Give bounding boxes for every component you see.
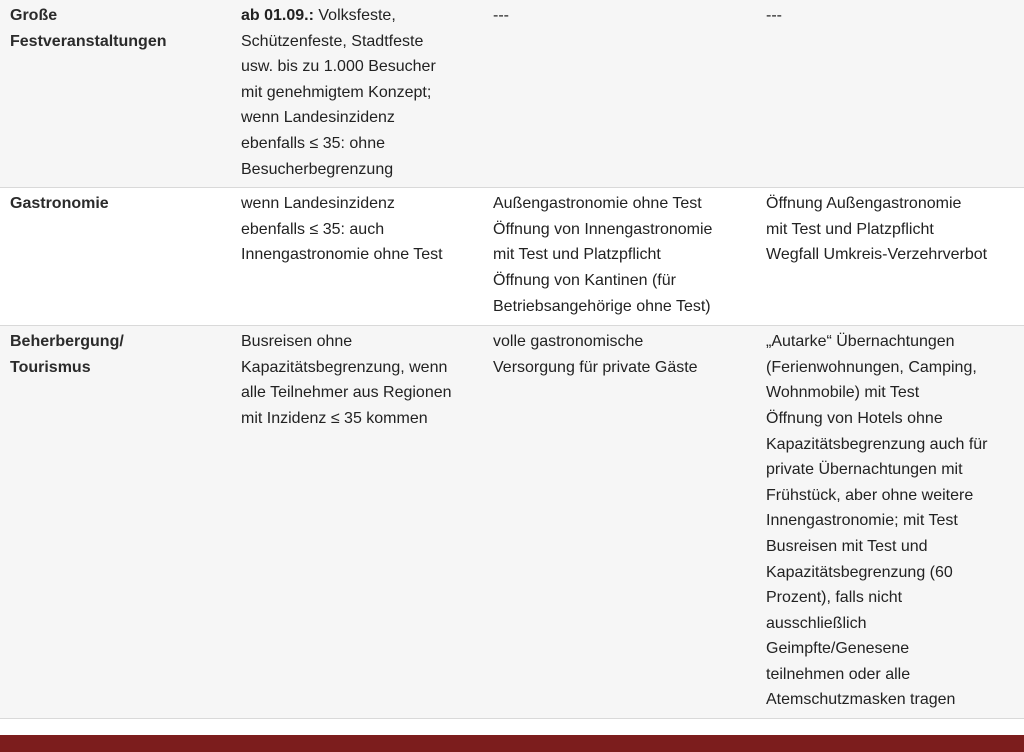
table-cell	[757, 188, 1024, 326]
cell-line: Frühstück, aber ohne weitere	[766, 486, 974, 504]
cell-line: Schützenfeste, Stadtfeste	[241, 32, 424, 50]
cell-line: ausschließlich	[766, 614, 867, 632]
cell-line: Kapazitätsbegrenzung (60	[766, 563, 953, 581]
cell-line: usw. bis zu 1.000 Besucher	[241, 58, 436, 76]
table-row-beherbergung	[0, 326, 1024, 719]
cell-line: volle gastronomische	[493, 333, 644, 351]
table-cell	[484, 188, 757, 326]
cell-line: Öffnung von Hotels ohne	[766, 409, 943, 427]
category-line: Tourismus	[10, 358, 91, 376]
cell-line: alle Teilnehmer aus Regionen	[241, 384, 452, 402]
category-line: Gastronomie	[10, 195, 109, 213]
date-prefix: ab 01.09.:	[241, 7, 314, 24]
cell-line: wenn Landesinzidenz	[241, 109, 395, 127]
cell-line: mit Inzidenz ≤ 35 kommen	[241, 409, 428, 427]
cell-line: mit Test und Platzpflicht	[493, 246, 661, 264]
table-row-grossveranstaltungen	[0, 0, 1024, 188]
cell-line: „Autarke“ Übernachtungen	[766, 333, 955, 351]
cell-line: Innengastronomie; mit Test	[766, 512, 958, 530]
cell-line	[241, 3, 478, 29]
cell-line: Wegfall Umkreis-Verzehrverbot	[766, 246, 988, 264]
row-category	[0, 0, 232, 188]
cell-line: private Übernachtungen mit	[766, 461, 963, 479]
cell-line: Öffnung von Kantinen (für	[493, 271, 676, 289]
row-category	[0, 326, 232, 719]
table-cell	[484, 326, 757, 719]
cell-line: Kapazitätsbegrenzung, wenn	[241, 358, 448, 376]
cell-line: Busreisen ohne	[241, 333, 353, 351]
cell-line: Wohnmobile) mit Test	[766, 384, 920, 402]
cell-line: ---	[493, 7, 509, 24]
table-cell	[757, 326, 1024, 719]
cell-line: mit genehmigtem Konzept;	[241, 83, 432, 101]
category-line: Festveranstaltungen	[10, 32, 167, 50]
table-cell	[232, 0, 484, 188]
cell-line: Öffnung von Innengastronomie	[493, 220, 713, 238]
cell-line: mit Test und Platzpflicht	[766, 220, 934, 238]
table-cell	[232, 326, 484, 719]
cell-line: Geimpfte/Genesene	[766, 640, 910, 658]
cell-line: ebenfalls ≤ 35: ohne	[241, 134, 385, 152]
cell-line: Betriebsangehörige ohne Test)	[493, 297, 711, 315]
cell-line: ebenfalls ≤ 35: auch	[241, 220, 385, 238]
cell-line: Atemschutzmasken tragen	[766, 691, 956, 709]
cell-line: teilnehmen oder alle	[766, 665, 911, 683]
category-line: Beherbergung/	[10, 333, 124, 351]
cell-line: wenn Landesinzidenz	[241, 195, 395, 213]
cell-line: Versorgung für private Gäste	[493, 358, 698, 376]
cell-line: Kapazitätsbegrenzung auch für	[766, 435, 988, 453]
cell-line: Prozent), falls nicht	[766, 589, 903, 607]
row-category	[0, 188, 232, 326]
cell-line: Innengastronomie ohne Test	[241, 246, 443, 264]
table-cell	[484, 0, 757, 188]
cell-text: Volksfeste,	[313, 7, 396, 24]
table-cell	[757, 0, 1024, 188]
cell-line: Öffnung Außengastronomie	[766, 195, 962, 213]
footer-bar	[0, 735, 1024, 752]
category-line: Große	[10, 7, 58, 24]
cell-line: ---	[766, 7, 782, 24]
table-row-gastronomie	[0, 188, 1024, 326]
cell-line: Busreisen mit Test und	[766, 537, 928, 555]
table-cell	[232, 188, 484, 326]
cell-line: Außengastronomie ohne Test	[493, 195, 702, 213]
cell-line: (Ferienwohnungen, Camping,	[766, 358, 977, 376]
cell-line: Besucherbegrenzung	[241, 160, 394, 178]
